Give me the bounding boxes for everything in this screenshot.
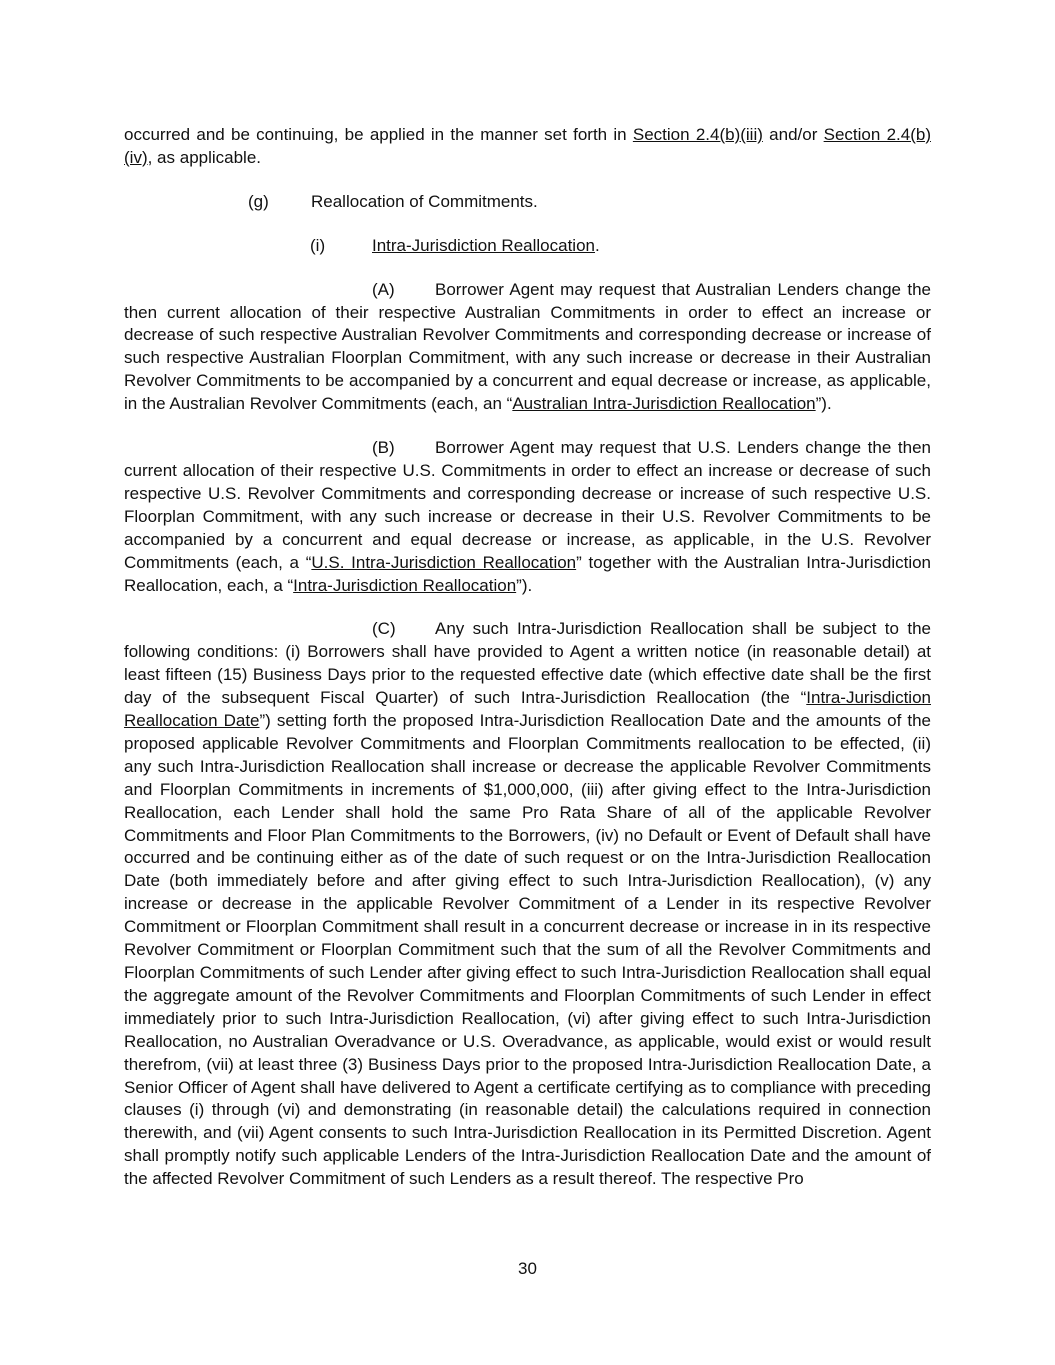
defined-term: Australian Intra-Jurisdiction Reallocation <box>512 394 816 414</box>
section-marker: (g) <box>248 191 269 211</box>
clause-c <box>124 618 931 1191</box>
paragraph-text: , as applicable. <box>147 147 262 167</box>
clause-text: ”). <box>516 575 533 595</box>
section-title: Reallocation of Commitments. <box>311 191 538 211</box>
clause-a <box>124 279 931 416</box>
document-body <box>124 124 931 1191</box>
clause-text: ” together with the Australian Intra-Jurisdiction Reallocation, each, a “ <box>124 552 931 595</box>
subsection-punctuation: . <box>595 235 600 255</box>
clause-b <box>124 437 931 597</box>
subsection-heading-i <box>124 235 931 258</box>
defined-term: U.S. Intra-Jurisdiction Reallocation <box>311 552 577 572</box>
clause-text: ”) setting forth the proposed Intra-Jurisdiction Reallocation Date and the amounts of the proposed applicable Revolver Commitments and Floorplan Commitments reallocation to be effected, (ii) any such Intra-Jurisdiction Reallocation shall increase or decrease the applicable Revolver Commitments and Floorplan Commitments in increments of $1,000,000, (iii) after giving effect to the Intra-Jurisdiction Reallocation, each Lender shall hold the same Pro Rata Share of all of the applicable Revolver Commitments and Floor Plan Commitments to the Borrowers, (iv) no Default or Event of Default shall have occurred and be continuing either as of the date of such request or on the Intra-Jurisdiction Reallocation Date (both immediately before and after giving effect to such Intra-Jurisdiction Reallocation), (v) any increase or decrease in the applicable Revolver Commitment of a Lender in its respective Revolver Commitment or Floorplan Commitment shall result in a concurrent decrease or increase in in its respective Revolver Commitment or Floorplan Commitment such that the sum of all the Revolver Commitments and Floorplan Commitments of such Lender after giving effect to such Intra-Jurisdiction Reallocation shall equal the aggregate amount of the Revolver Commitments and Floorplan Commitments of such Lender in effect immediately prior to such Intra-Jurisdiction Reallocation, (vi) after giving effect to such Intra-Jurisdiction Reallocation, no Australian Overadvance or U.S. Overadvance, as applicable, would exist or would result therefrom, (vii) at least three (3) Business Days prior to the proposed Intra-Jurisdiction Reallocation Date, a Senior Officer of Agent shall have delivered to Agent a certificate certifying as to compliance with preceding clauses (i) through (vi) and demonstrating (in reasonable detail) the calculations required in connection therewith, and (vii) Agent consents to such Intra-Jurisdiction Reallocation in its Permitted Discretion. Agent shall promptly notify such applicable Lenders of the Intra-Jurisdiction Reallocation Date and the amount of the affected Revolver Commitment of such Lenders as a result thereof. The respective Pro <box>124 711 931 1189</box>
paragraph-text: and/or <box>762 125 824 144</box>
subsection-title: Intra-Jurisdiction Reallocation <box>372 235 595 255</box>
clause-marker: (B) <box>372 438 395 458</box>
clause-text: Any such Intra-Jurisdiction Reallocation shall be subject to the following conditions: (i) Borrowers shall have provided to Agent a written notice (in reasonable detail) at least fifteen (15) Business Days prior to the requested effective date (which effective date shall be the first day of the subsequent Fiscal Quarter) of such Intra-Jurisdiction Reallocation (the “ <box>124 619 931 708</box>
defined-term: Intra-Jurisdiction Reallocation Date <box>124 688 931 731</box>
section-reference-link: Section 2.4(b)(iii) <box>632 125 763 144</box>
subsection-marker: (i) <box>310 235 326 255</box>
clause-marker: (A) <box>372 279 395 299</box>
clause-text: Borrower Agent may request that U.S. Lenders change the then current allocation of their respective U.S. Commitments in order to effect an increase or decrease of such respective U.S. Revolver Commitments and corresponding decrease or increase of such respective U.S. Floorplan Commitment, with any such increase or decrease in their U.S. Revolver Commitments to be accompanied by a concurrent and equal decrease or increase, as applicable, in the U.S. Revolver Commitments (each, a “ <box>124 438 931 572</box>
paragraph-text: occurred and be continuing, be applied in the manner set forth in <box>124 125 633 144</box>
section-heading-g <box>124 191 931 214</box>
clause-text: Borrower Agent may request that Australian Lenders change the then current allocation of their respective Australian Commitments in order to effect an increase or decrease of such respective Australian Revolver Commitments and corresponding decrease or increase of such respective Australian Floorplan Commitment, with any such increase or decrease in their Australian Revolver Commitments to be accompanied by a concurrent and equal decrease or increase, as applicable, in the Australian Revolver Commitments (each, an “ <box>124 279 931 414</box>
section-reference-link: Section 2.4(b)(iv) <box>124 125 931 167</box>
clause-text: ”). <box>815 394 832 414</box>
defined-term: Intra-Jurisdiction Reallocation <box>293 575 517 595</box>
page-number: 30 <box>518 1259 537 1278</box>
clause-marker: (C) <box>372 619 396 639</box>
paragraph-continuation <box>124 124 931 170</box>
